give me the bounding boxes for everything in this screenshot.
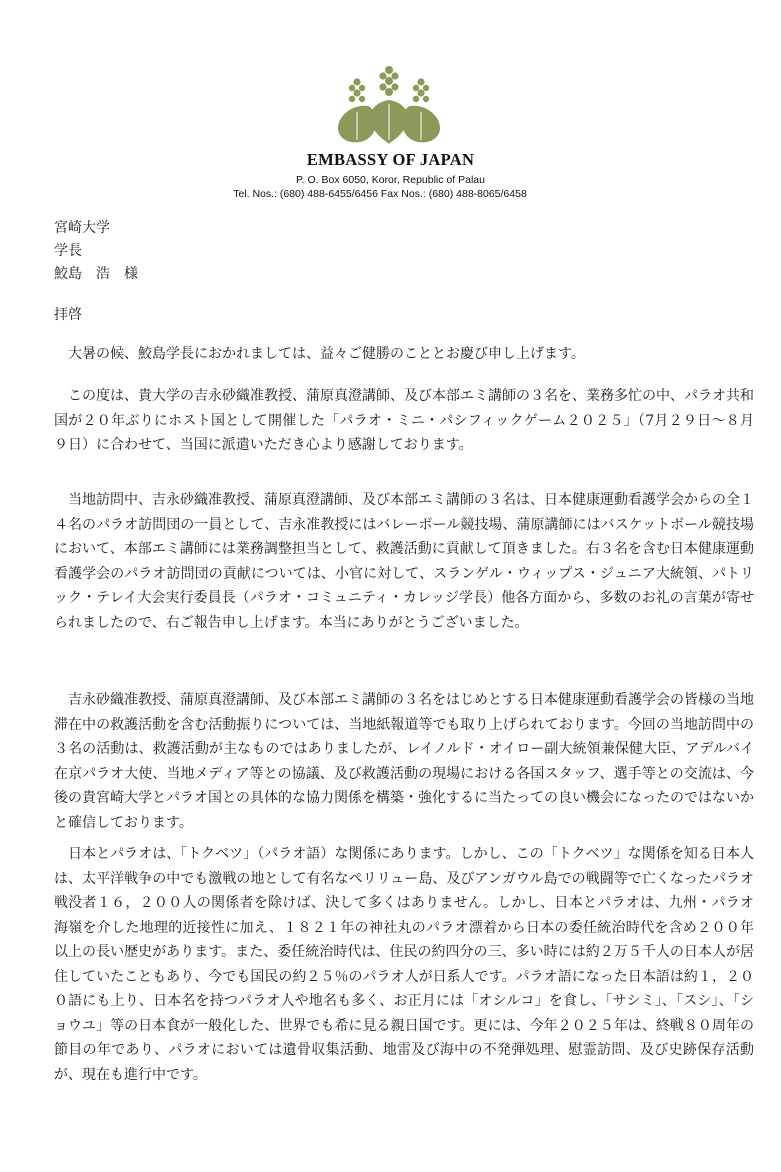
embassy-name: EMBASSY OF JAPAN [306, 150, 475, 169]
embassy-address: P. O. Box 6050, Koror, Republic of Palau [296, 174, 485, 186]
addressee-title: 学長 [54, 243, 82, 259]
addressee-university: 宮崎大学 [54, 220, 110, 236]
paulownia-crest-icon [330, 62, 448, 148]
embassy-phone: Tel. Nos.: (680) 488-6455/6456 Fax Nos.: (680) 488-8065/6458 [233, 188, 527, 200]
addressee-name: 鮫島 浩 様 [54, 266, 138, 282]
paragraph-thanks: この度は、貴大学の吉永砂織准教授、蒲原真澄講師、及び本部エミ講師の３名を、業務多忙の中、パラオ共和国が２０年ぶりにホスト国として開催した「パラオ・ミニ・パシフィックゲーム２０２５」（7月２９日～８月９日）に合わせて、当国に派遣いただき心より感謝しております。 [54, 388, 754, 453]
paragraph-activities: 当地訪問中、吉永砂織准教授、蒲原真澄講師、及び本部エミ講師の３名は、日本健康運動看護学会からの全１４名のパラオ訪問団の一員として、吉永准教授にはバレーボール競技場、蒲原講師にはバスケットボール競技場において、本部エミ講師には業務調整担当として、救護活動に貢献して頂きました。右３名を含む日本健康運動看護学会のパラオ訪問団の貢献については、小官に対して、スランゲル・ウィップス・ジュニア大統領、パトリック・テレイ大会実行委員長（パラオ・コミュニティ・カレッジ学長）他各方面から、多数のお礼の言葉が寄せられましたので、右ご報告申し上げます。本当にありがとうございました。 [54, 492, 754, 631]
paragraph-relations: 日本とパラオは、「トクベツ」（パラオ語）な関係にあります。しかし、この「トクベツ」な関係を知る日本人は、太平洋戦争の中でも激戦の地として有名なペリリュー島、及びアンガウル島での戦闘等で亡くなったパラオ戦没者１６，２００人の関係者を除けば、決して多くはありません。しかし、日本とパラオは、九州・パラオ海嶺を介した地理的近接性に加え、１８２１年の神社丸のパラオ漂着から日本の委任統治時代を含め２００年以上の長い歴史があります。また、委任統治時代は、住民の約四分の三、多い時には約２万５千人の日本人が居住していたこともあり、今でも国民の約２５％のパラオ人が日系人です。パラオ語になった日本語は約１，２００語にも上り、日本名を持つパラオ人や地名も多く、お正月には「オシルコ」を食し、「サシミ」、「スシ」、「ショウユ」等の日本食が一般化した、世界でも希に見る親日国です。更には、今年２０２５年は、終戦８０周年の節目の年であり、パラオにおいては遺骨収集活動、地雷及び海中の不発弾処理、慰霊訪問、及び史跡保存活動が、現在も進行中です。 [54, 846, 754, 1083]
paragraph-report: 吉永砂織准教授、蒲原真澄講師、及び本部エミ講師の３名をはじめとする日本健康運動看護学会の皆様の当地滞在中の救護活動を含む活動振りについては、当地紙報道等でも取り上げられております。今回の当地訪問中の３名の活動は、救護活動が主なものではありましたが、レイノルド・オイロー副大統領兼保健大臣、アデルバイ在京パラオ大使、当地メディア等との協議、及び救護活動の現場における各国スタッフ、選手等との交流は、今後の貴宮崎大学とパラオ国との具体的な協力関係を構築・強化するに当たっての良い機会になったのではないかと確信しております。 [54, 692, 754, 831]
paragraph-greeting: 大暑の候、鮫島学長におかれましては、益々ご健勝のこととお慶び申し上げます。 [68, 346, 585, 362]
salutation: 拝啓 [54, 307, 82, 323]
